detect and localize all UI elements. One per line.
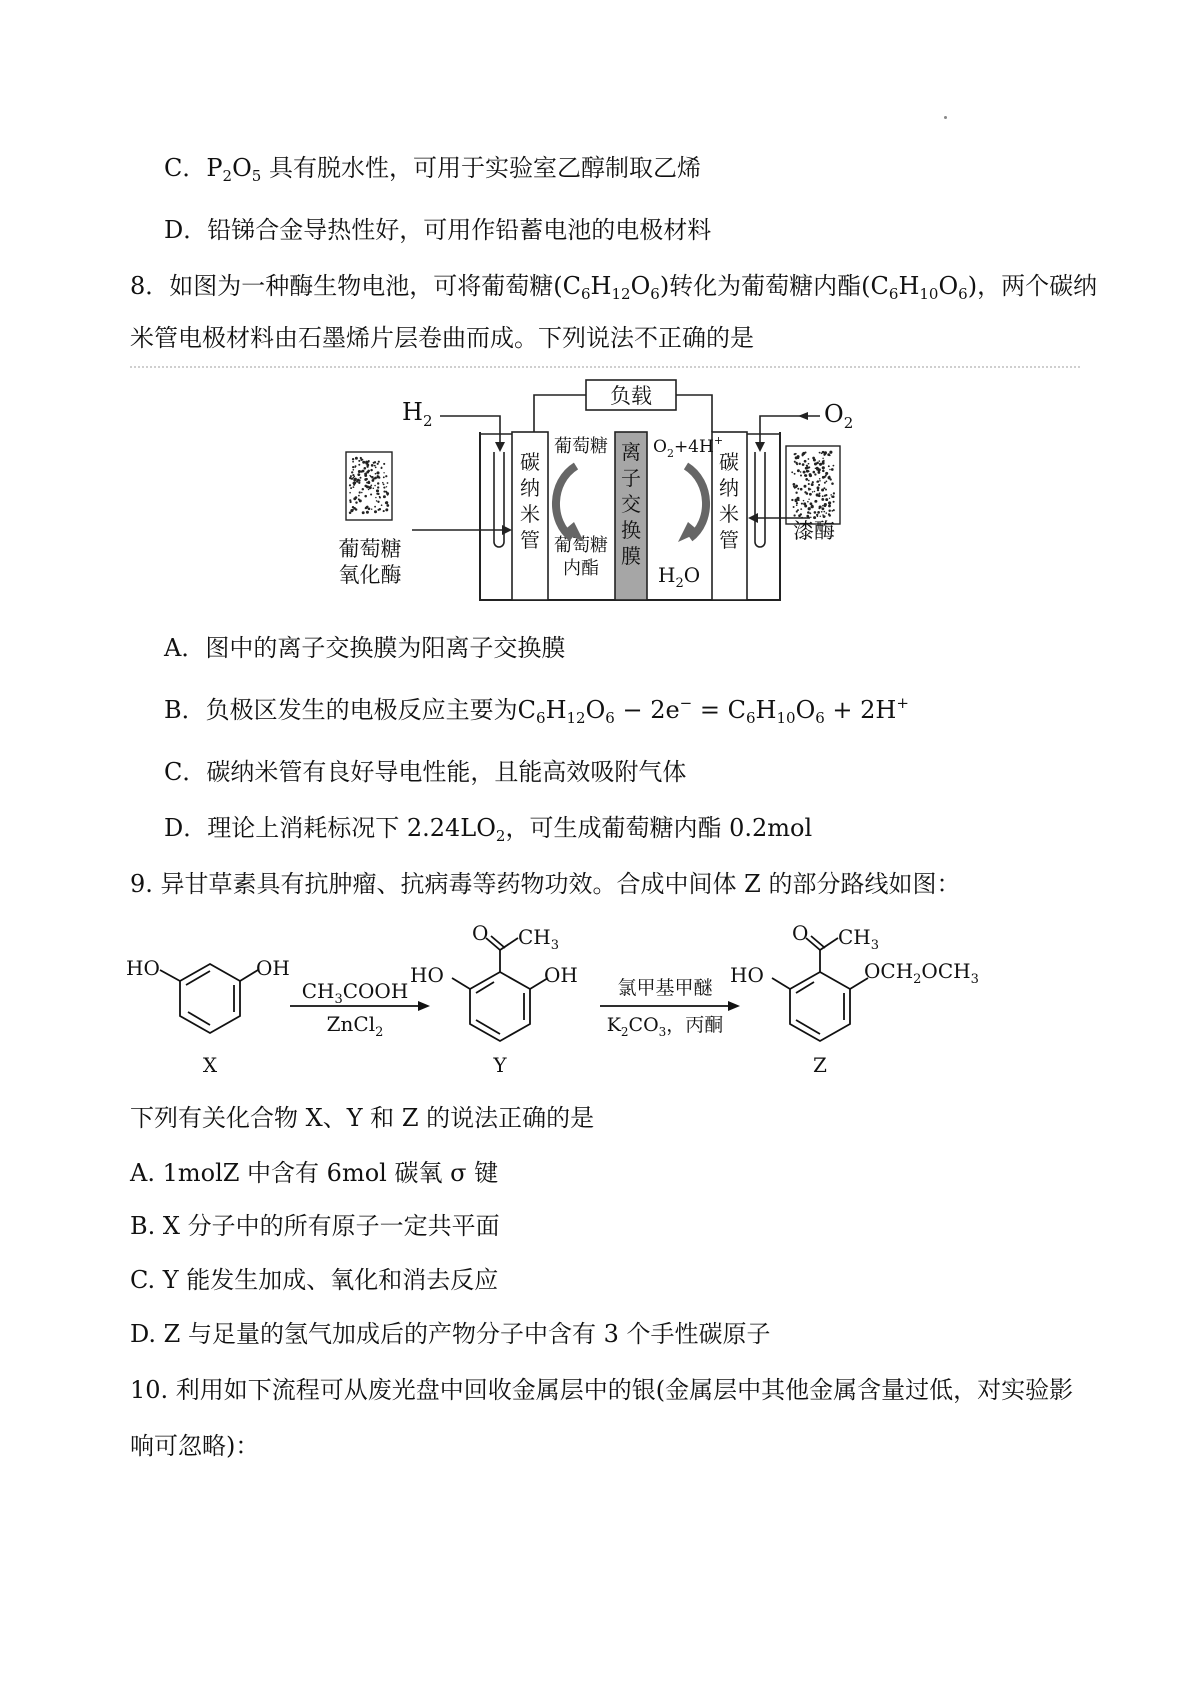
enzyme-particle [813,471,816,474]
enzyme-particle [374,477,377,480]
enzyme-particle [822,451,825,454]
q9-question: 下列有关化合物 X、Y 和 Z 的说法正确的是 [130,1104,595,1132]
enzyme-particle [816,467,819,470]
enzyme-particle [383,491,385,493]
enzyme-particle [804,505,807,508]
enzyme-particle [358,498,360,500]
enzyme-particle [373,488,375,490]
enzyme-particle [822,495,824,497]
enzyme-particle [812,491,814,493]
svg-text:OCH2OCH3: $OCH_2OCH_3$ [864,959,979,987]
enzyme-particle [823,487,825,489]
enzyme-particle [371,508,372,509]
enzyme-particle [814,500,817,503]
enzyme-particle [818,507,820,509]
enzyme-particle [359,491,361,493]
svg-text:膜: 膜 [621,544,641,568]
compound-z-label: Z [813,1053,827,1077]
enzyme-particle [827,453,830,456]
enzyme-particle [362,488,364,490]
enzyme-particle [352,458,354,460]
enzyme-particle [803,471,806,474]
enzyme-particle [366,511,369,514]
q8-option-d: D．理论上消耗标况下 $2.24LO_2$，可生成葡萄糖内酯 0.2mol [164,814,813,845]
enzyme-particle [809,512,811,514]
enzyme-particle [380,467,382,469]
enzyme-particle [794,453,796,455]
enzyme-particle [808,463,810,465]
enzyme-particle [387,482,389,484]
enzyme-particle [365,507,367,509]
reagent-acetic-acid: $CH_3COOH$ [301,979,409,1007]
enzyme-particle [797,469,800,472]
enzyme-particle [366,471,369,474]
enzyme-particle [812,457,815,460]
enzyme-particle [811,505,814,508]
enzyme-particle [374,485,376,487]
enzyme-particle [362,459,364,461]
enzyme-particle [823,511,825,513]
enzyme-particle [376,493,378,495]
enzyme-particle [383,472,384,473]
biofuel-cell-figure [340,372,860,614]
enzyme-particle [358,474,360,476]
enzyme-particle [381,504,383,506]
enzyme-particle [378,461,380,463]
svg-text:HO: HO [126,956,160,980]
enzyme-particle [808,480,810,482]
svg-text:米: 米 [520,502,540,526]
enzyme-particle [801,503,803,505]
enzyme-particle [814,491,815,492]
enzyme-particle [833,501,835,503]
enzyme-particle [796,498,799,501]
svg-text:换: 换 [621,518,641,542]
enzyme-particle [795,492,797,494]
enzyme-particle [349,484,351,486]
enzyme-particle [795,485,798,488]
enzyme-particle [821,498,824,501]
compound-x-ring [180,964,240,1033]
enzyme-particle [352,466,354,468]
enzyme-particle [358,479,359,480]
enzyme-particle [377,475,378,476]
enzyme-particle [386,504,389,507]
enzyme-particle [353,497,356,500]
enzyme-particle [808,458,810,460]
enzyme-particle [371,476,374,479]
enzyme-particle [796,502,798,504]
enzyme-particle [825,512,827,514]
compound-y-ring [470,972,530,1041]
enzyme-particle [819,493,821,495]
enzyme-particle [352,509,354,511]
enzyme-particle [351,471,353,473]
enzyme-particle [807,501,809,503]
enzyme-particle [385,475,387,477]
enzyme-particle [830,494,832,496]
enzyme-particle [796,510,798,512]
scan-speck [944,116,947,119]
svg-text:碳: 碳 [520,450,540,474]
enzyme-particle [804,485,807,488]
enzyme-particle [362,511,365,514]
q8-stem-line1: 8．如图为一种酶生物电池，可将葡萄糖$(C_6H_{12}O_6)$转化为葡萄糖内酯$(C_6H_{10}O_6)$，两个碳纳 [130,272,1098,303]
enzyme-particle [817,480,819,482]
enzyme-particle [360,477,362,479]
glucose-label: 葡萄糖 [554,436,608,457]
enzyme-particle [820,516,821,517]
enzyme-particle [382,482,384,484]
enzyme-particle [825,489,827,491]
enzyme-particle [800,471,801,472]
enzyme-particle [378,509,380,511]
svg-text:碳: 碳 [719,450,739,474]
enzyme-particle [819,460,821,462]
o2-label: $O_2$ [824,400,854,432]
enzyme-particle [805,478,808,481]
enzyme-particle [829,451,832,454]
enzyme-particle [793,483,796,486]
enzyme-particle [822,476,825,479]
enzyme-particle [810,502,813,505]
svg-text:纳: 纳 [719,476,739,500]
enzyme-particle [828,501,831,504]
enzyme-particle [800,488,803,491]
enzyme-particle [362,461,365,464]
enzyme-particle [364,467,367,470]
lactone-label-2: 内酯 [563,558,599,579]
o2-h-reactant-label: $O_2+4H^+$ [653,434,724,460]
enzyme-particle [361,492,363,494]
dotted-divider [130,366,1080,368]
o2-inlet-tube [755,452,765,547]
laccase-label: 漆酶 [793,519,835,543]
enzyme-particle [796,463,798,465]
enzyme-particle [385,491,387,493]
enzyme-particle [369,486,372,489]
enzyme-particle [349,512,352,515]
enzyme-particle [354,476,356,478]
svg-text:交: 交 [621,492,641,516]
enzyme-particle [358,495,360,497]
enzyme-particle [374,465,376,467]
enzyme-particle [791,471,793,473]
enzyme-particle [375,473,377,475]
enzyme-particle [808,488,810,490]
enzyme-particle [375,467,377,469]
enzyme-particle [814,462,817,465]
svg-text:管: 管 [520,528,540,552]
enzyme-particle [793,514,795,516]
enzyme-particle [365,461,368,464]
enzyme-particle [796,457,797,458]
enzyme-particle [806,515,809,518]
enzyme-particle [824,482,826,484]
enzyme-particle [354,478,357,481]
enzyme-particle [794,473,796,475]
enzyme-particle [828,504,831,507]
enzyme-particle [350,487,352,489]
enzyme-particle [804,474,807,477]
enzyme-particle [376,489,379,492]
enzyme-particle [825,472,828,475]
enzyme-particle [822,470,825,473]
enzyme-particle [383,463,385,465]
lactone-label-1: 葡萄糖 [554,535,608,556]
enzyme-particle [350,501,352,503]
svg-text:管: 管 [719,528,739,552]
enzyme-particle [358,460,360,462]
enzyme-particle [368,489,370,491]
enzyme-particle [370,493,372,495]
enzyme-particle [808,483,810,485]
enzyme-particle [818,468,821,471]
enzyme-particle [377,482,379,484]
q8-option-a: A．图中的离子交换膜为阳离子交换膜 [164,634,566,662]
enzyme-particle [821,507,824,510]
h2-label: $H_2$ [402,398,433,430]
svg-text:HO: HO [730,963,764,987]
enzyme-particle [804,460,807,463]
svg-text:CH3: $CH_3$ [838,925,880,953]
q9-option-b: B. X 分子中的所有原子一定共平面 [130,1212,500,1240]
enzyme-particle [383,495,386,498]
q8-option-c: C．碳纳米管有良好导电性能，且能高效吸附气体 [164,758,687,786]
svg-text:O: O [792,921,809,945]
q9-option-d: D. Z 与足量的氢气加成后的产物分子中含有 3 个手性碳原子 [130,1320,771,1348]
svg-text:HO: HO [410,963,444,987]
enzyme-particle [377,501,379,503]
enzyme-particle [833,465,835,467]
enzyme-particle [350,475,352,477]
enzyme-particle [817,511,820,514]
enzyme-particle [376,471,379,474]
enzyme-particle [806,492,809,495]
svg-text:米: 米 [719,502,739,526]
enzyme-particle [829,514,831,516]
svg-text:OH: OH [256,956,290,980]
enzyme-particle [379,496,381,498]
enzyme-particle [364,474,367,477]
enzyme-particle [366,466,368,468]
enzyme-particle [812,481,814,483]
enzyme-particle [383,487,385,489]
glucose-oxidase-label-2: 氧化酶 [338,563,402,587]
enzyme-particle [829,498,830,499]
enzyme-particle [832,495,835,498]
enzyme-particle [808,499,809,500]
enzyme-particle [824,503,827,506]
enzyme-particle [369,475,370,476]
enzyme-particle [822,505,824,507]
enzyme-particle [809,493,812,496]
enzyme-particle [791,499,793,501]
enzyme-particle [368,482,370,484]
enzyme-particle [810,517,811,518]
enzyme-particle [802,463,805,466]
enzyme-particle [814,511,817,514]
enzyme-particle [806,465,808,467]
reagent-zncl2: ZnCl$_2$ [326,1012,384,1040]
enzyme-particle [831,510,833,512]
enzyme-particle [805,467,808,470]
enzyme-particle [825,498,828,501]
enzyme-particle [797,488,799,490]
enzyme-particle [819,452,821,454]
q8-option-b: B．负极区发生的电极反应主要为$C_6H_{12}O_6 - 2e^- = C_6H_{10}O_6 + 2H^+$ [164,694,909,727]
enzyme-particle [807,511,810,514]
q10-stem-line2: 响可忽略)： [130,1432,260,1460]
enzyme-particle [821,511,823,513]
svg-text:O: O [472,921,489,945]
compound-y-label: Y [493,1053,507,1077]
enzyme-particle [376,500,378,502]
enzyme-particle [800,508,802,510]
enzyme-particle [816,514,818,516]
enzyme-particle [352,469,354,471]
enzyme-particle [355,457,358,460]
compound-x-label: X [202,1053,218,1077]
enzyme-particle [793,506,795,508]
enzyme-particle [375,497,376,498]
enzyme-particle [364,495,367,498]
enzyme-particle [353,477,355,479]
q10-stem-line1: 10. 利用如下流程可从废光盘中回收金属层中的银(金属层中其他金属含量过低，对实验影 [130,1376,1074,1404]
enzyme-particle [385,501,388,504]
enzyme-particle [824,451,827,454]
q9-stem: 9. 异甘草素具有抗肿瘤、抗病毒等药物功效。合成中间体 Z 的部分路线如图： [130,870,961,898]
synthesis-route-scheme [126,920,1000,1080]
enzyme-particle [385,508,388,511]
enzyme-particle [800,474,802,476]
enzyme-particle [808,507,811,510]
enzyme-particle [819,478,821,480]
reagent-chloromethyl-ether: 氯甲基甲醚 [617,977,713,999]
enzyme-particle [355,465,357,467]
enzyme-particle [828,465,830,467]
glucose-oxidase-label-1: 葡萄糖 [338,537,402,561]
enzyme-particle [360,457,362,459]
enzyme-particle [352,486,354,488]
enzyme-particle [371,464,374,467]
enzyme-particle [358,470,361,473]
enzyme-particle [383,476,385,478]
enzyme-particle [370,484,372,486]
enzyme-particle [366,485,369,488]
reagent-k2co3-acetone: $K_2CO_3$，丙酮 [606,1014,724,1039]
enzyme-particle [374,510,377,513]
enzyme-particle [828,476,830,478]
load-label: 负载 [610,384,652,408]
enzyme-particle [804,451,806,453]
enzyme-particle [796,504,798,506]
svg-text:离: 离 [621,440,641,464]
enzyme-particle [373,462,375,464]
enzyme-particle [793,486,795,488]
enzyme-particle [808,466,810,468]
enzyme-particle [826,481,828,483]
enzyme-particle [383,483,385,485]
enzyme-particle [819,463,822,466]
enzyme-particle [352,461,354,463]
enzyme-particle [806,470,809,473]
q7-option-d: D．铅锑合金导热性好，可用作铅蓄电池的电极材料 [164,216,712,244]
q9-option-a: A. 1molZ 中含有 6mol 碳氧 σ 键 [130,1159,499,1187]
enzyme-particle [377,486,379,488]
enzyme-particle [822,458,823,459]
enzyme-particle [829,469,831,471]
q7-option-c: C．$P_2O_5$ 具有脱水性，可用于实验室乙醇制取乙烯 [164,154,701,185]
enzyme-particle [803,500,805,502]
enzyme-particle [355,501,357,503]
enzyme-particle [817,471,820,474]
enzyme-particle [824,516,826,518]
enzyme-particle [367,506,369,508]
svg-text:子: 子 [621,466,641,490]
svg-text:CH3: $CH_3$ [518,925,560,953]
enzyme-particle [358,482,360,484]
enzyme-particle [377,463,379,465]
enzyme-particle [358,464,360,466]
q8-stem-line2: 米管电极材料由石墨烯片层卷曲而成。下列说法不正确的是 [130,324,754,352]
enzyme-particle [822,460,825,463]
enzyme-particle [822,466,825,469]
enzyme-particle [809,475,811,477]
enzyme-particle [387,494,389,496]
enzyme-particle [370,469,372,471]
enzyme-particle [383,510,385,512]
enzyme-particle [819,480,821,482]
water-label: $H_2O$ [658,563,701,591]
enzyme-particle [352,482,354,484]
svg-text:OH: OH [544,963,578,987]
enzyme-particle [833,492,835,494]
enzyme-particle [794,461,796,463]
enzyme-particle [798,463,800,465]
enzyme-particle [824,495,826,497]
enzyme-particle [364,478,367,481]
enzyme-particle [818,484,820,486]
enzyme-particle [828,510,830,512]
enzyme-particle [386,486,387,487]
enzyme-particle [821,489,824,492]
enzyme-particle [811,483,814,486]
enzyme-particle [831,482,834,485]
enzyme-particle [800,513,802,515]
enzyme-particle [831,468,834,471]
enzyme-particle [814,473,816,475]
q9-option-c: C. Y 能发生加成、氧化和消去反应 [130,1266,499,1294]
enzyme-particle [816,493,819,496]
enzyme-particle [349,492,351,494]
compound-z-ring [790,972,850,1041]
svg-text:纳: 纳 [520,476,540,500]
enzyme-particle [374,506,376,508]
enzyme-particle [355,508,358,511]
enzyme-particle [817,486,820,489]
